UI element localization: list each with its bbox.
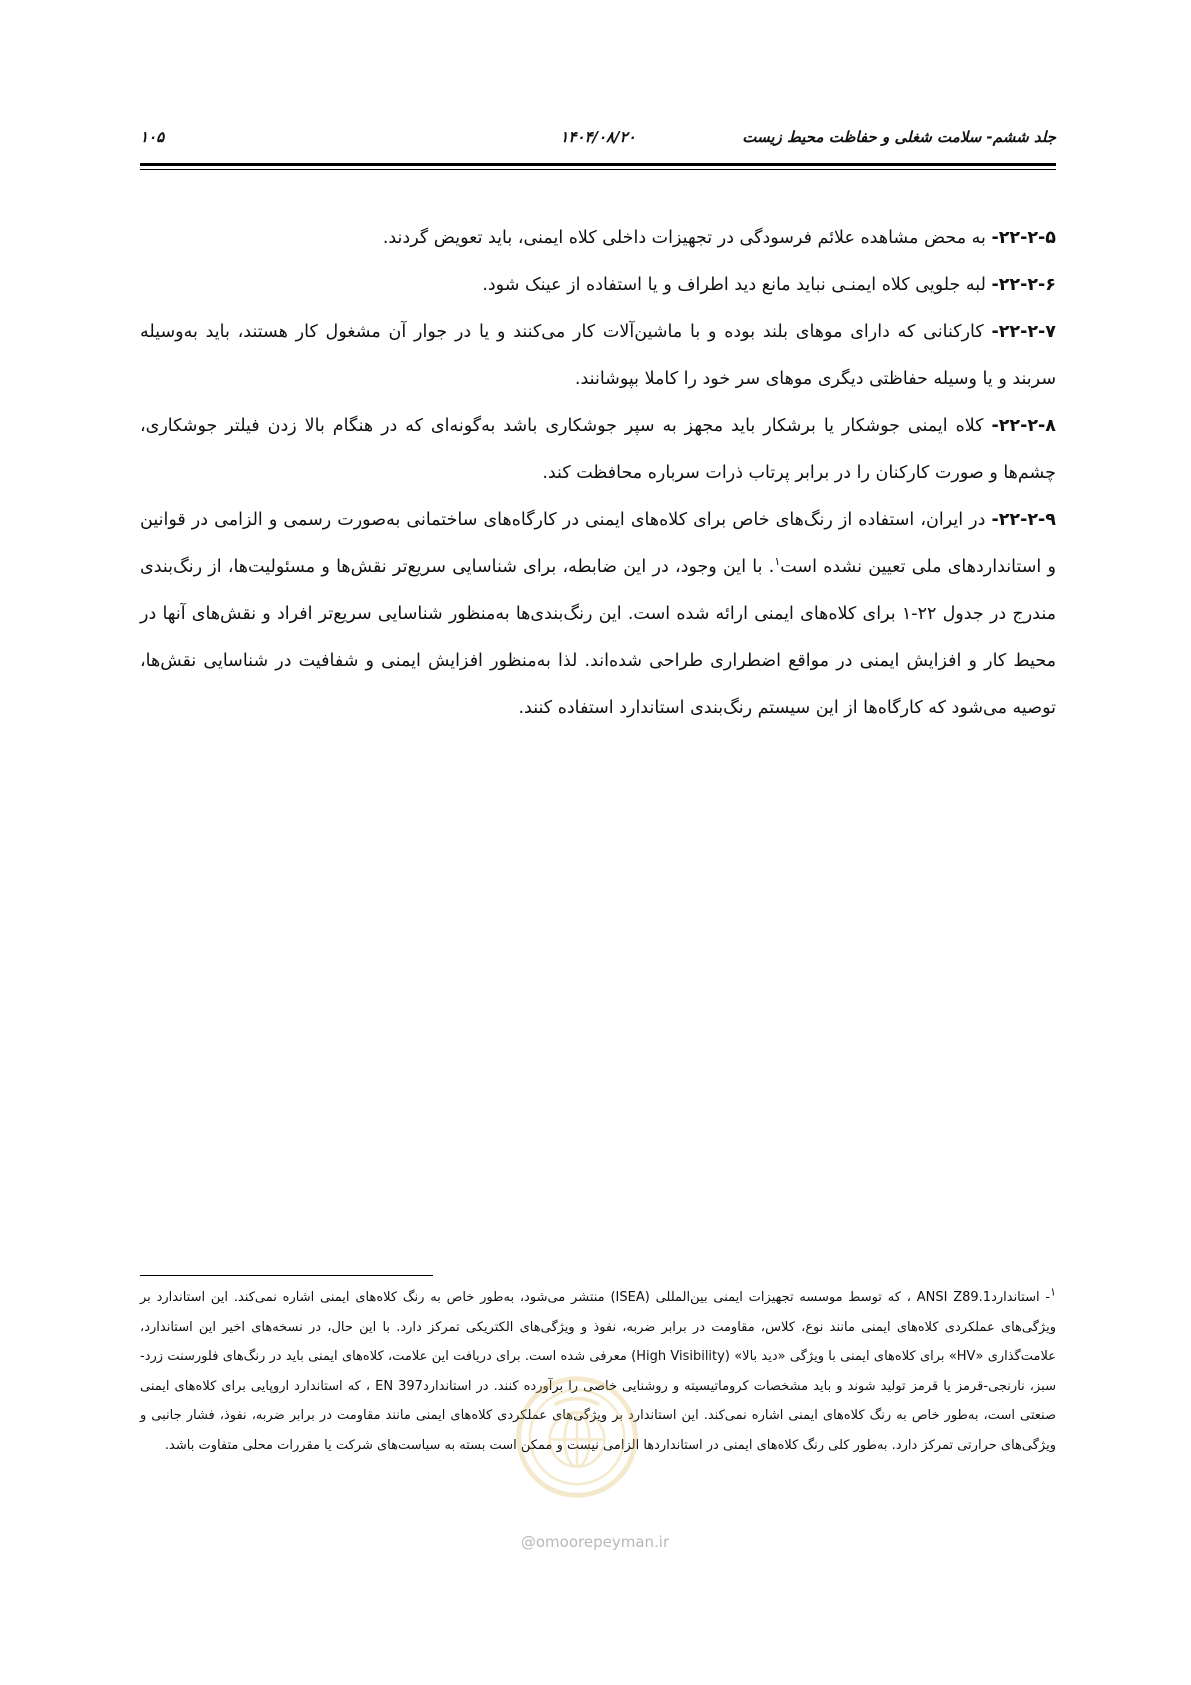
paragraph-22-2-5: [140, 215, 1056, 262]
paragraph-text: لبه جلویی کلاه ایمنـی نباید مانع دید اطراف و یا استفاده از عینک شود.: [482, 275, 992, 295]
standard-name: ANSI Z89.1: [916, 1290, 992, 1305]
footnote-text: - استاندارد: [991, 1290, 1051, 1305]
paragraph-text: در ایران، استفاده از رنگ‌های خاص برای کلاه‌های ایمنی در کارگاه‌های ساختمانی به‌صورت رسمی و الزامی در قوانین و استانداردهای ملی تعیین نشده است: [140, 510, 1056, 577]
header-rule-thin: [140, 169, 1056, 170]
paragraph-text: به محض مشاهده علائم فرسودگی در تجهیزات داخلی کلاه ایمنی، باید تعویض گردند.: [382, 228, 992, 248]
paragraph-22-2-9: [140, 497, 1056, 732]
footnote-text: ، که توسط موسسه تجهیزات ایمنی بین‌المللی (ISEA) منتشر می‌شود، به‌طور خاص به رنگ کلاه‌های ایمنی اشاره نمی‌کند. این استاندارد بر ویژگی‌های عملکردی کلاه‌های ایمنی مانند نوع، کلاس، مقاومت در برابر ضربه، نفوذ و ویژگی‌های الکتریکی تمرکز دارد. با این حال، در نسخه‌های اخیر این استاندارد، علامت‌گذاری «HV» برای کلاه‌های ایمنی با ویژگی «دید بالا» (High Visibility) معرفی شده است. برای دریافت این علامت، کلاه‌های ایمنی باید در رنگ‌های فلورسنت زرد-سبز، نارنجی-قرمز یا قرمز تولید شوند و باید مشخصات کروماتیسیته و روشنایی خاصی را برآورده کنند. در استاندارد: [140, 1290, 1057, 1394]
header-date: ۱۴۰۴/۰۸/۲۰: [560, 128, 636, 146]
clause-number: ۲۲-۲-۸-: [991, 416, 1056, 436]
page-number: ۱۰۵: [140, 128, 165, 146]
watermark-seal-logo: [515, 1375, 639, 1499]
clause-number: ۲۲-۲-۵-: [991, 228, 1056, 248]
paragraph-text: . با این وجود، در این ضابطه، برای شناسایی سریع‌تر نقش‌ها و مسئولیت‌ها، از رنگ‌بندی مندرج در جدول ۲۲-۱ برای کلاه‌های ایمنی ارائه شده است. این رنگ‌بندی‌ها به‌منظور شناسایی سریع‌تر افراد و نقش‌های آنها در محیط کار و افزایش ایمنی در مواقع اضطراری طراحی شده‌اند. لذا به‌منظور افزایش ایمنی و شفافیت در شناسایی نقش‌ها، توصیه می‌شود که کارگاه‌ها از این سیستم رنگ‌بندی استاندارد استفاده کنند.: [140, 557, 1056, 718]
page-header: [140, 126, 1056, 150]
header-rule-thick: [140, 163, 1056, 166]
paragraph-22-2-8: [140, 403, 1056, 497]
paragraph-text: کارکنانی که دارای موهای بلند بوده و با ماشین‌آلات کار می‌کنند و یا در جوار آن مشغول کار هستند، باید به‌وسیله سربند و یا وسیله حفاظتی دیگری موهای سر خود را کاملا بپوشانند.: [140, 322, 1056, 389]
paragraph-text: کلاه ایمنی جوشکار یا برشکار باید مجهز به سپر جوشکاری باشد به‌گونه‌ای که در هنگام بالا زدن فیلتر جوشکاری، چشم‌ها و صورت کارکنان را در برابر پرتاب ذرات سرباره محافظت کند.: [140, 416, 1056, 483]
clause-number: ۲۲-۲-۷-: [991, 322, 1056, 342]
standard-name: EN 397: [375, 1378, 423, 1394]
footnote-reference[interactable]: ۱: [774, 555, 781, 569]
clause-number: ۲۲-۲-۶-: [991, 275, 1056, 295]
footnote-separator: [140, 1275, 433, 1276]
watermark-url: @omoorepeyman.ir: [520, 1533, 670, 1551]
body-text: [140, 215, 1056, 732]
footnote-marker: ۱: [1050, 1285, 1056, 1299]
paragraph-22-2-7: [140, 309, 1056, 403]
paragraph-22-2-6: [140, 262, 1056, 309]
header-title: جلد ششم- سلامت شغلی و حفاظت محیط زیست: [742, 128, 1056, 146]
footnote-text: ، که استاندارد اروپایی برای کلاه‌های ایمنی صنعتی است، به‌طور خاص به رنگ کلاه‌های ایمنی اشاره نمی‌کند. این استاندارد بر ویژگی‌های عملکردی کلاه‌های ایمنی مانند مقاومت در برابر ضربه، نفوذ، فشار جانبی و ویژگی‌های حرارتی تمرکز دارد. به‌طور کلی رنگ کلاه‌های ایمنی در استانداردها الزامی نیست و ممکن است بسته به سیاست‌های شرکت یا مقررات محلی متفاوت باشد.: [140, 1378, 1056, 1453]
clause-number: ۲۲-۲-۹-: [991, 510, 1056, 530]
